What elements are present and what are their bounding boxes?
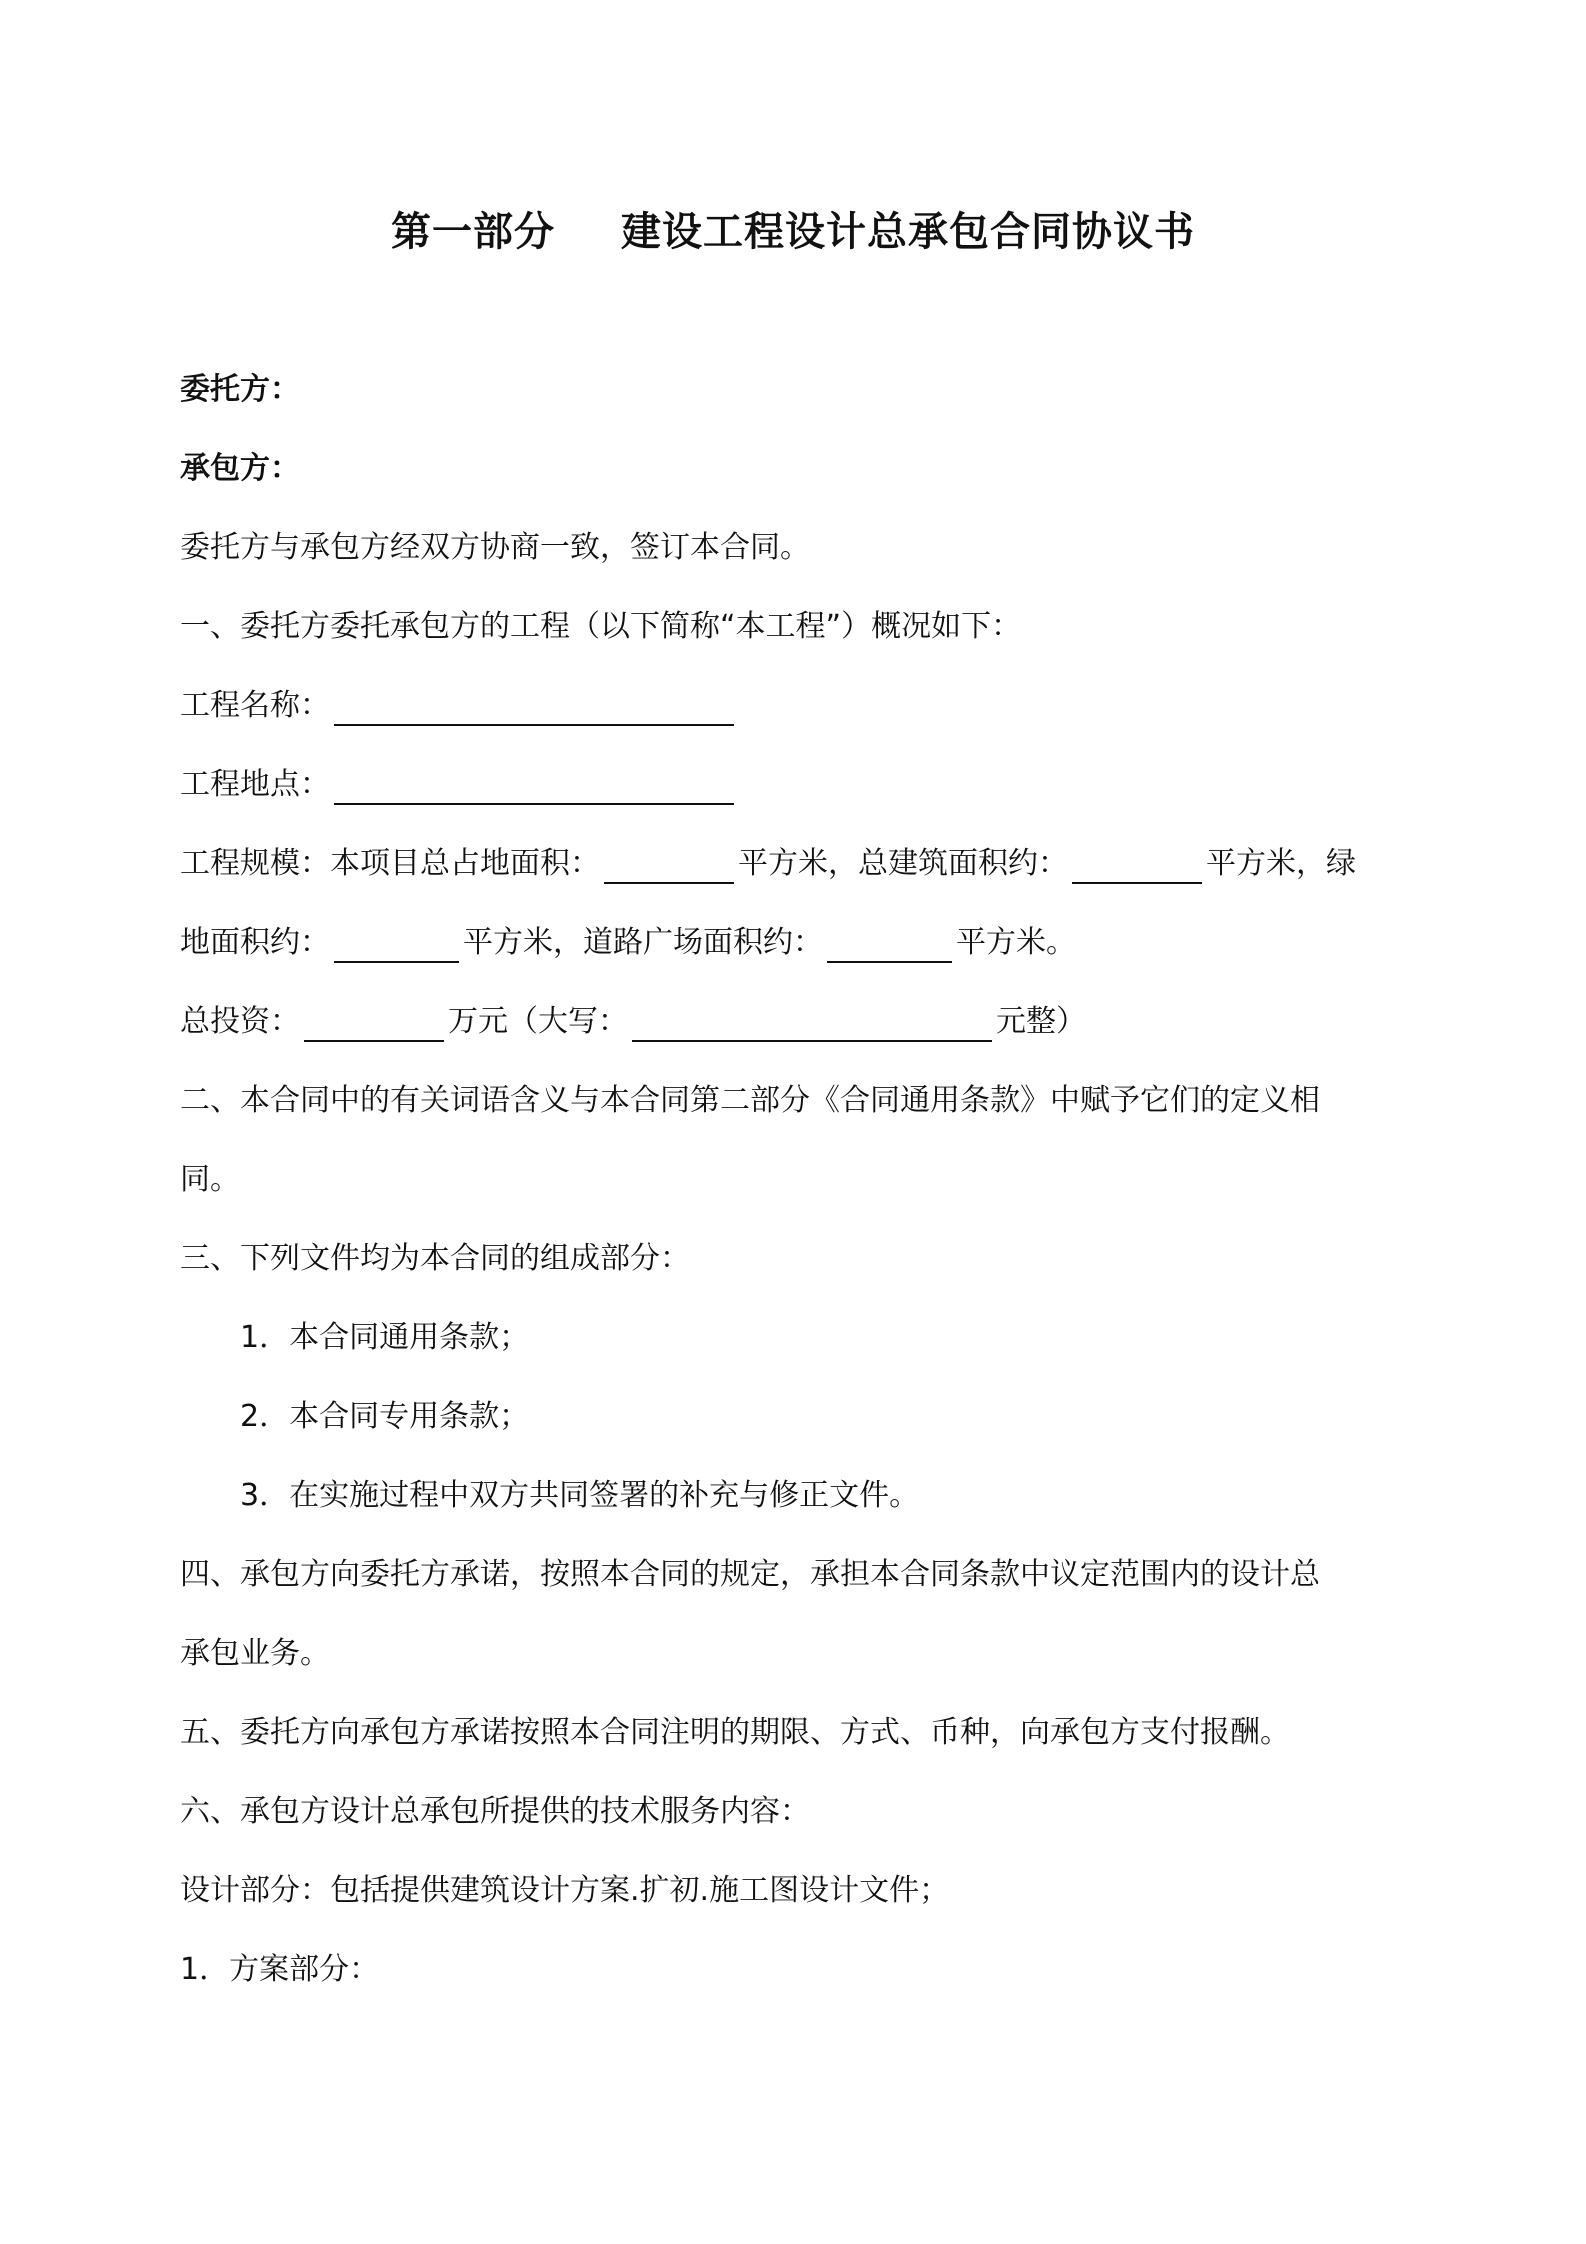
investment-amount-field[interactable]	[304, 1006, 444, 1042]
title-part: 第一部分	[391, 209, 555, 255]
section-2-line-1: 二、本合同中的有关词语含义与本合同第二部分《合同通用条款》中赋予它们的定义相	[180, 1083, 1320, 1118]
section-4-line-1: 四、承包方向委托方承诺，按照本合同的规定，承担本合同条款中议定范围内的设计总	[180, 1557, 1320, 1592]
project-site-row	[180, 765, 1420, 805]
invest-text-b: 万元（大写：	[448, 1004, 628, 1039]
section-3-item: 2．本合同专用条款；	[240, 1399, 530, 1434]
scale-text-a: 工程规模：本项目总占地面积：	[180, 846, 600, 881]
section-3-item: 3．在实施过程中双方共同签署的补充与修正文件。	[240, 1478, 920, 1513]
project-name-label: 工程名称：	[180, 688, 330, 723]
section-4-line-2: 承包业务。	[180, 1636, 330, 1671]
project-site-field[interactable]	[334, 769, 734, 805]
scheme-part-heading: 1．方案部分：	[180, 1952, 380, 1987]
scale-text-c: 平方米，绿	[1206, 846, 1356, 881]
section-5-text: 五、委托方向承包方承诺按照本合同注明的期限、方式、币种，向承包方支付报酬。	[180, 1715, 1290, 1750]
investment-row	[180, 1002, 1420, 1042]
project-name-row	[180, 686, 1420, 726]
project-site-label: 工程地点：	[180, 767, 330, 802]
scale-text-b: 平方米，总建筑面积约：	[738, 846, 1068, 881]
investment-words-field[interactable]	[632, 1006, 992, 1042]
green-area-field[interactable]	[334, 927, 459, 963]
section-3-heading: 三、下列文件均为本合同的组成部分：	[180, 1241, 690, 1276]
section-2-line-2: 同。	[180, 1162, 240, 1197]
scale-text-e: 平方米，道路广场面积约：	[463, 925, 823, 960]
intro-text: 委托方与承包方经双方协商一致，签订本合同。	[180, 530, 810, 565]
page-title	[0, 200, 1586, 257]
section-1-heading: 一、委托方委托承包方的工程（以下简称“本工程”）概况如下：	[180, 609, 1022, 644]
total-building-area-field[interactable]	[1072, 848, 1202, 884]
scale-text-d: 地面积约：	[180, 925, 330, 960]
invest-text-a: 总投资：	[180, 1004, 300, 1039]
project-scale-row-1	[180, 844, 1420, 884]
project-scale-row-2	[180, 923, 1420, 963]
scale-text-f: 平方米。	[956, 925, 1076, 960]
section-6-heading: 六、承包方设计总承包所提供的技术服务内容：	[180, 1794, 810, 1829]
client-label: 委托方：	[180, 372, 300, 407]
road-square-area-field[interactable]	[827, 927, 952, 963]
total-land-area-field[interactable]	[604, 848, 734, 884]
contractor-label: 承包方：	[180, 451, 300, 486]
project-name-field[interactable]	[334, 690, 734, 726]
title-name: 建设工程设计总承包合同协议书	[621, 209, 1195, 255]
design-scope-text: 设计部分：包括提供建筑设计方案.扩初.施工图设计文件；	[180, 1873, 950, 1908]
section-3-item: 1．本合同通用条款；	[240, 1320, 530, 1355]
invest-text-c: 元整）	[996, 1004, 1086, 1039]
